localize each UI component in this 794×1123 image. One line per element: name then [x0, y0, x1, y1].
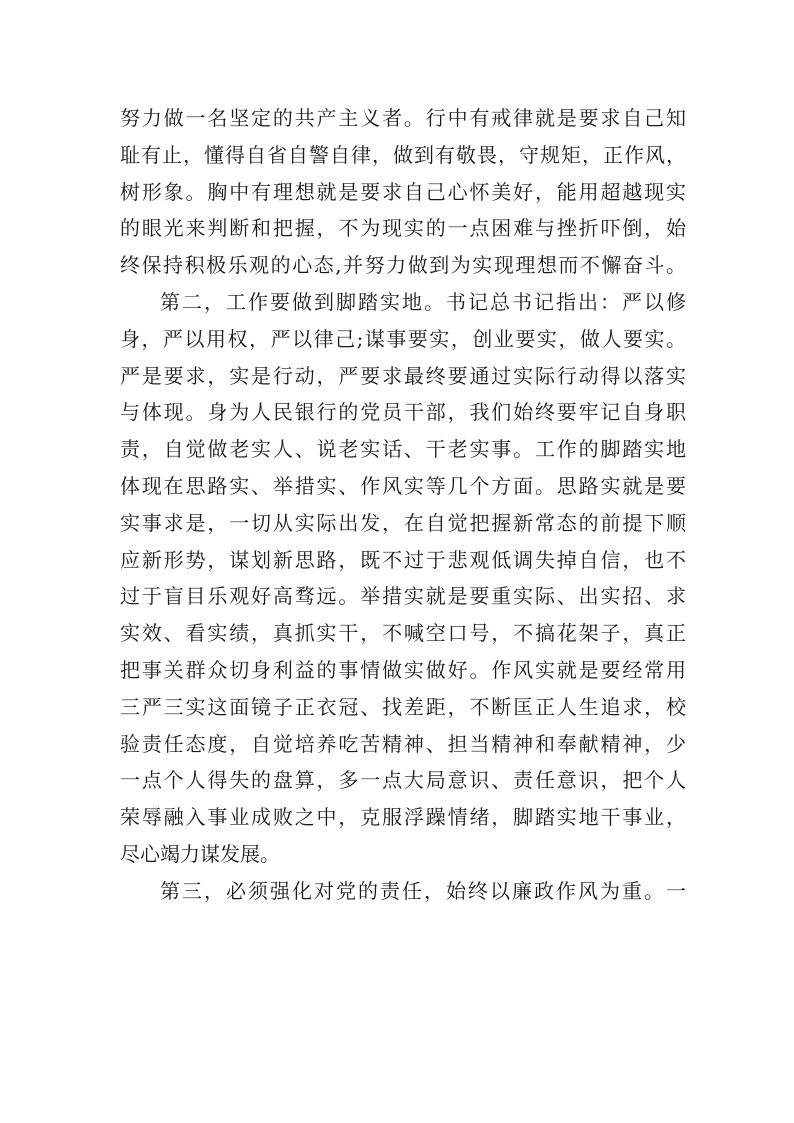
- paragraph-heading-two: 第二，工作要做到脚踏实地。书记总书记指出：严以修: [160, 289, 686, 314]
- paragraph-heading-three: 第三，必须强化对党的责任，始终以廉政作风为重。一: [160, 878, 686, 903]
- text-line: 过于盲目乐观好高骛远。举措实就是要重实际、出实招、求: [120, 584, 686, 609]
- text-line: 身，严以用权，严以律己;谋事要实，创业要实，做人要实。: [120, 326, 686, 351]
- text-line: 尽心竭力谋发展。: [120, 841, 280, 866]
- text-line: 一点个人得失的盘算，多一点大局意识、责任意识，把个人: [120, 768, 686, 793]
- text-line: 实事求是，一切从实际出发，在自觉把握新常态的前提下顺: [120, 510, 686, 535]
- text-line: 的眼光来判断和把握，不为现实的一点困难与挫折吓倒，始: [120, 216, 686, 241]
- text-line: 体现在思路实、举措实、作风实等几个方面。思路实就是要: [120, 473, 686, 498]
- text-line: 应新形势，谋划新思路，既不过于悲观低调失掉自信，也不: [120, 547, 686, 572]
- text-line: 努力做一名坚定的共产主义者。行中有戒律就是要求自己知: [120, 106, 686, 130]
- text-line: 耻有止，懂得自省自警自律，做到有敬畏，守规矩，正作风，: [120, 142, 686, 167]
- text-line: 三严三实这面镜子正衣冠、找差距，不断匡正人生追求，校: [120, 694, 686, 719]
- text-line: 把事关群众切身利益的事情做实做好。作风实就是要经常用: [120, 657, 686, 682]
- text-line: 严是要求，实是行动，严要求最终要通过实际行动得以落实: [120, 363, 686, 388]
- text-line: 树形象。胸中有理想就是要求自己心怀美好，能用超越现实: [120, 179, 686, 204]
- body-text: [120, 100, 686, 910]
- text-line: 与体现。身为人民银行的党员干部，我们始终要牢记自身职: [120, 400, 686, 425]
- text-line: 终保持积极乐观的心态,并努力做到为实现理想而不懈奋斗。: [120, 253, 686, 278]
- text-line: 荣辱融入事业成败之中，克服浮躁情绪，脚踏实地干事业，: [120, 805, 686, 830]
- text-line: 验责任态度，自觉培养吃苦精神、担当精神和奉献精神，少: [120, 731, 686, 756]
- text-line: 实效、看实绩，真抓实干，不喊空口号，不搞花架子，真正: [120, 621, 686, 646]
- text-line: 责，自觉做老实人、说老实话、干老实事。工作的脚踏实地: [120, 437, 686, 462]
